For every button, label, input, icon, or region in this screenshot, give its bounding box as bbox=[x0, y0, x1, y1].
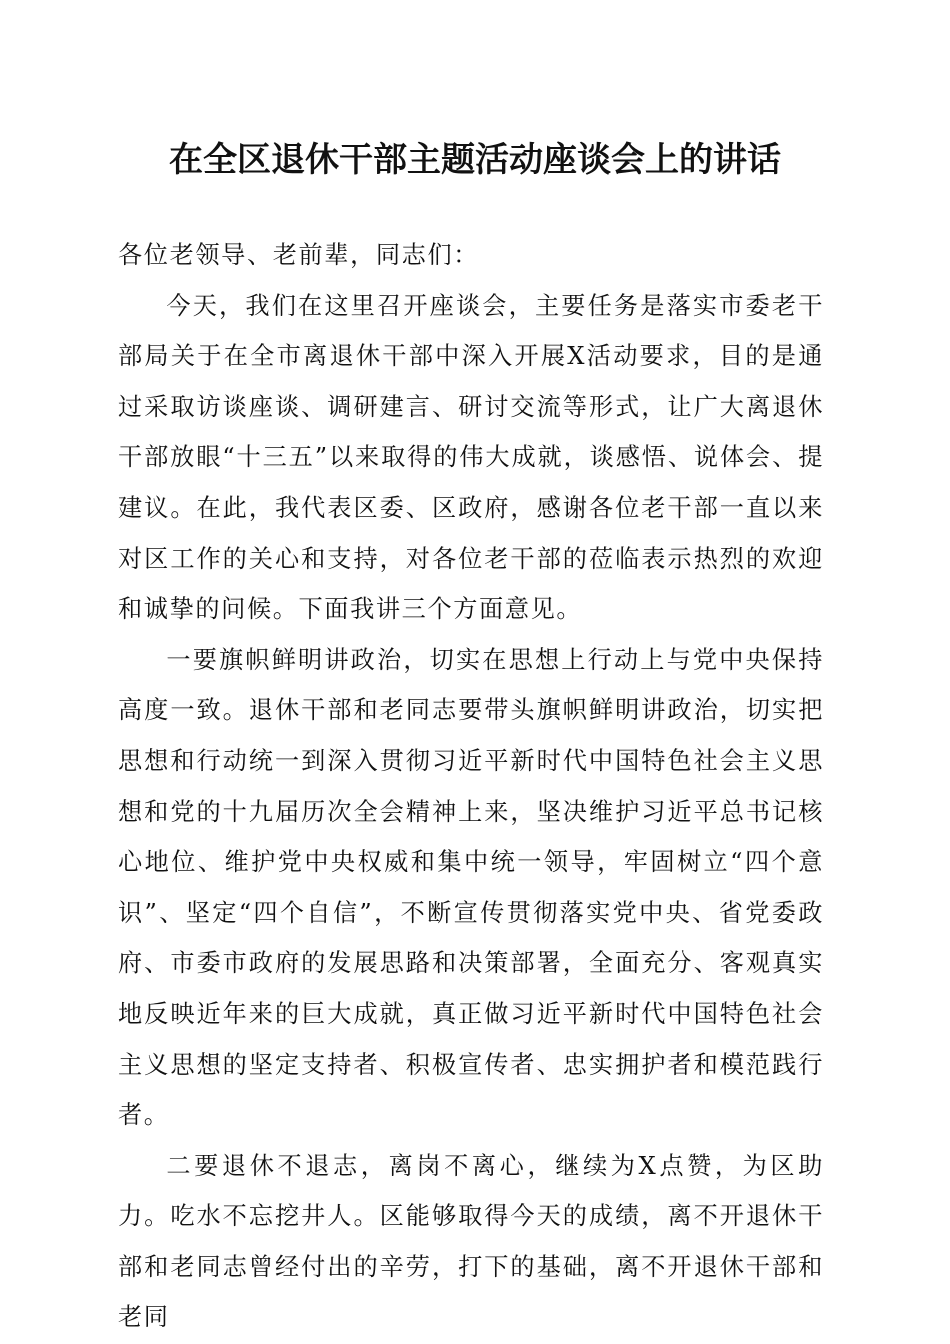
document-title: 在全区退休干部主题活动座谈会上的讲话 bbox=[169, 140, 781, 180]
paragraph-opening: 今天，我们在这里召开座谈会，主要任务是落实市委老干部局关于在全市离退休干部中深入开展X活动要求，目的是通过采取访谈座谈、调研建言、研讨交流等形式，让广大离退休干部放眼“十三五”以来取得的伟大成就，谈感悟、说体会、提建议。在此，我代表区委、区政府，感谢各位老干部一直以来对区工作的关心和支持，对各位老干部的莅临表示热烈的欢迎和诚挚的问候。下面我讲三个方面意见。 bbox=[118, 291, 824, 624]
salutation: 各位老领导、老前辈，同志们： bbox=[118, 241, 480, 269]
paragraph-point-one: 一要旗帜鲜明讲政治，切实在思想上行动上与党中央保持高度一致。退休干部和老同志要带头旗帜鲜明讲政治，切实把思想和行动统一到深入贯彻习近平新时代中国特色社会主义思想和党的十九届历次全会精神上来，坚决维护习近平总书记核心地位、维护党中央权威和集中统一领导，牢固树立“四个意识”、坚定“四个自信”，不断宣传贯彻落实党中央、省党委政府、市委市政府的发展思路和决策部署，全面充分、客观真实地反映近年来的巨大成就，真正做习近平新时代中国特色社会主义思想的坚定支持者、积极宣传者、忠实拥护者和模范践行者。 bbox=[118, 645, 824, 1130]
document-body bbox=[118, 230, 824, 1343]
paragraph-point-two: 二要退休不退志，离岗不离心，继续为X点赞，为区助力。吃水不忘挖井人。区能够取得今天的成绩，离不开退休干部和老同志曾经付出的辛劳，打下的基础，离不开退休干部和老同 bbox=[118, 1151, 824, 1332]
